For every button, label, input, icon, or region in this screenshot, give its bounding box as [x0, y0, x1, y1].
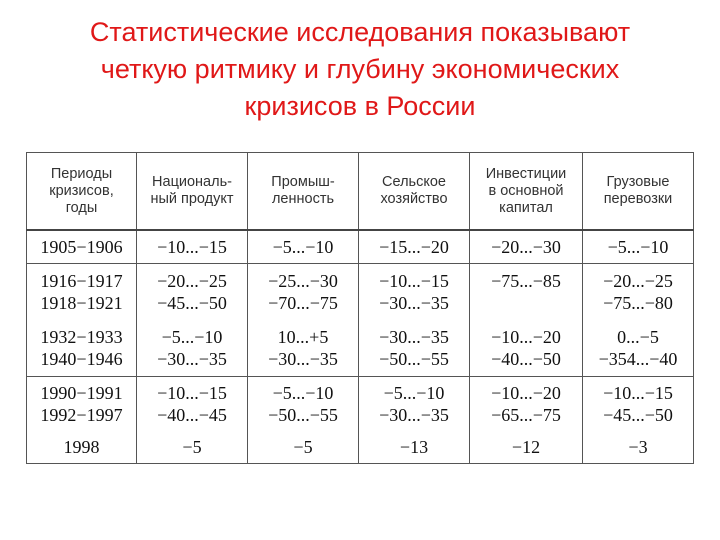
table-cell: 1990−1991 1992−1997 1998 — [27, 377, 137, 464]
table-cell: −10...−15 −45...−50 −3 — [583, 377, 694, 464]
table-header-row — [27, 153, 694, 231]
table-cell: 1905−1906 — [27, 230, 137, 264]
table-cell: −5...−10 — [248, 230, 359, 264]
table-row — [27, 230, 694, 264]
title-line-2: четкую ритмику и глубину экономических — [100, 54, 620, 84]
table-cell: −5...−10 — [583, 230, 694, 264]
table-row — [27, 377, 694, 464]
table-cell: −20...−30 — [470, 230, 583, 264]
title-line-1: Статистические исследования показывают — [89, 17, 631, 47]
table-cell: −75...−85 −10...−20 −40...−50 — [470, 264, 583, 377]
table-cell: −10...−15 −40...−45 −5 — [137, 377, 248, 464]
header-investment: Инвестиции в основной капитал — [470, 153, 583, 231]
header-national-product: Националь- ный продукт — [137, 153, 248, 231]
header-industry: Промыш- ленность — [248, 153, 359, 231]
table-cell: −10...−15 −30...−35 −30...−35 −50...−55 — [359, 264, 470, 377]
table-cell: −20...−25 −75...−80 0...−5 −354...−40 — [583, 264, 694, 377]
table-cell: −5...−10 −50...−55 −5 — [248, 377, 359, 464]
slide-title — [40, 14, 680, 125]
header-agriculture: Сельское хозяйство — [359, 153, 470, 231]
table-cell: −25...−30 −70...−75 10...+5 −30...−35 — [248, 264, 359, 377]
table-cell: −10...−15 — [137, 230, 248, 264]
header-freight: Грузовые перевозки — [583, 153, 694, 231]
table-cell: −5...−10 −30...−35 −13 — [359, 377, 470, 464]
crisis-table — [26, 152, 694, 464]
header-periods: Периоды кризисов, годы — [27, 153, 137, 231]
table-cell: −20...−25 −45...−50 −5...−10 −30...−35 — [137, 264, 248, 377]
table-cell: −10...−20 −65...−75 −12 — [470, 377, 583, 464]
title-line-3: кризисов в России — [244, 91, 476, 121]
table-row — [27, 264, 694, 377]
table-cell: −15...−20 — [359, 230, 470, 264]
table-cell: 1916−1917 1918−1921 1932−1933 1940−1946 — [27, 264, 137, 377]
